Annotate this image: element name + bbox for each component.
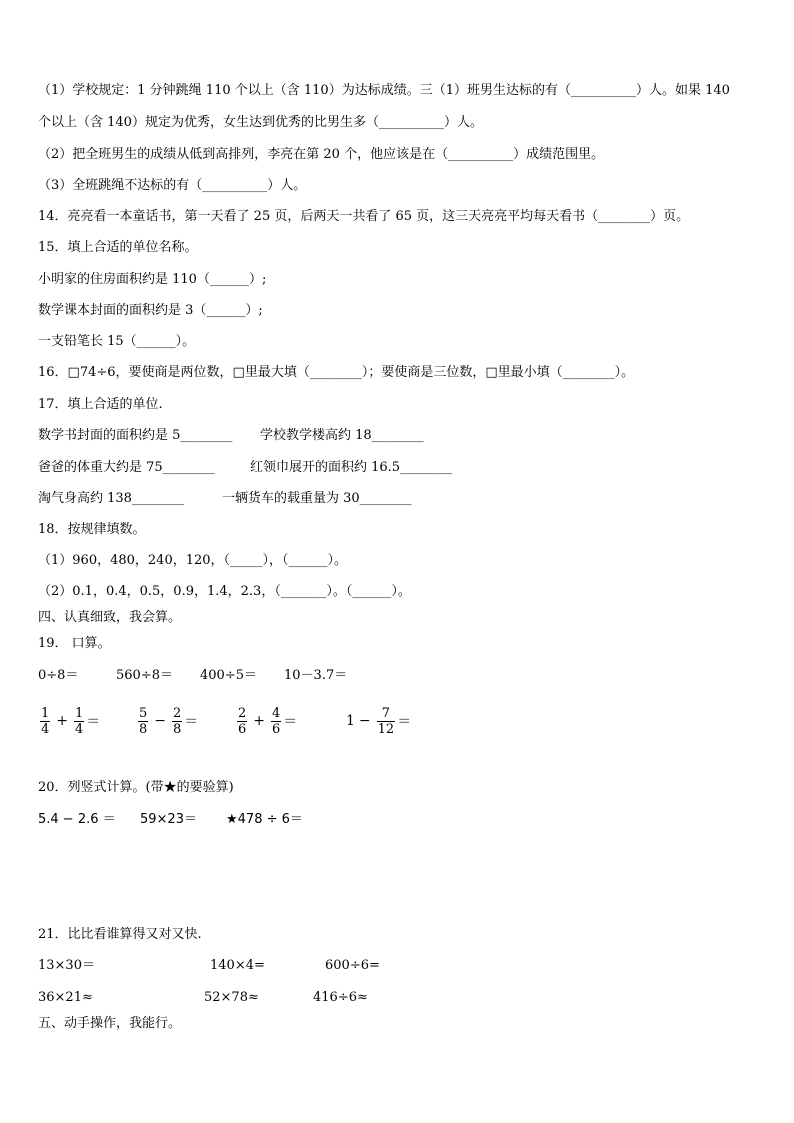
q18-title: 18．按规律填数。 [38,522,146,537]
q20-expr-1: 5.4 − 2.6 ＝ [38,812,116,827]
q17-row3-left: 淘气身高约 138________ [38,491,184,506]
q21-row1-a: 13×30＝ [38,958,95,973]
q15-title: 15．填上合适的单位名称。 [38,240,198,255]
q17-row2-right: 红领巾展开的面积约 16.5________ [250,460,453,475]
section-5-heading: 五、动手操作，我能行。 [38,1016,182,1031]
q19-expr-2: 560÷8＝ [116,668,173,683]
q17-row2-left: 爸爸的体重大约是 75________ [38,460,215,475]
q21-row2-b: 52×78≈ [204,990,259,1005]
q21-title: 21．比比看谁算得又对又快. [38,927,202,942]
q15-item-a: 小明家的住房面积约是 110（______）; [38,272,267,287]
q17-row3-right: 一辆货车的载重量为 30________ [222,491,412,506]
q19-title: 19． 口算。 [38,636,111,651]
q13-part3: （3）全班跳绳不达标的有（__________）人。 [38,178,307,193]
q19-expr-1: 0÷8＝ [38,668,79,683]
q21-row1-b: 140×4= [210,958,265,973]
section-4-heading: 四、认真细致，我会算。 [38,610,182,625]
q21-row2-c: 416÷6≈ [313,990,368,1005]
q13-part1-line2: 个以上（含 140）规定为优秀，女生达到优秀的比男生多（__________）人。 [38,115,483,130]
q19-fraction-row [38,700,458,742]
q19-fraction-4: 1 − $\frac{7}{12}$ ＝ [346,705,412,737]
q18-item-2: （2）0.1，0.4，0.5，0.9，1.4，2.3，（_______）。（______）。 [38,584,411,599]
q17-row1-left: 数学书封面的面积约是 5________ [38,428,233,443]
q21-row1-c: 600÷6= [325,958,380,973]
q19-fraction-2: $\frac{5}{8}$ − $\frac{2}{8}$ ＝ [139,705,199,737]
q19-fraction-1: $\frac{1}{4}$ + $\frac{1}{4}$ ＝ [41,705,101,737]
q18-item-1: （1）960，480，240，120，（_____），（______）。 [38,553,348,568]
q13-part1-line1: （1）学校规定：1 分钟跳绳 110 个以上（含 110）为达标成绩。三（1）班男生达标的有（__________）人。如果 140 [38,83,730,98]
q17-title: 17．填上合适的单位. [38,397,163,412]
q20-title: 20．列竖式计算。(带★的要验算) [38,780,234,795]
q19-expr-4: 10－3.7＝ [284,668,348,683]
q19-fraction-3: $\frac{2}{6}$ + $\frac{4}{6}$ ＝ [238,705,298,737]
q17-row1-right: 学校教学楼高约 18________ [260,428,424,443]
q19-expr-3: 400÷5＝ [200,668,257,683]
q15-item-b: 数学课本封面的面积约是 3（______）; [38,303,263,318]
question-14: 14．亮亮看一本童话书，第一天看了 25 页，后两天一共看了 65 页，这三天亮亮平均每天看书（________）页。 [38,209,690,224]
question-16: 16．□74÷6，要使商是两位数，□里最大填（________）；要使商是三位数，□里最小填（________）。 [38,365,635,380]
q20-expr-2: 59×23＝ [140,812,197,827]
q20-expr-3: ★478 ÷ 6＝ [226,812,303,827]
q21-row2-a: 36×21≈ [38,990,93,1005]
q13-part2: （2）把全班男生的成绩从低到高排列，李亮在第 20 个，他应该是在（__________）成绩范围里。 [38,147,605,162]
q15-item-c: 一支铅笔长 15（______）。 [38,334,196,349]
